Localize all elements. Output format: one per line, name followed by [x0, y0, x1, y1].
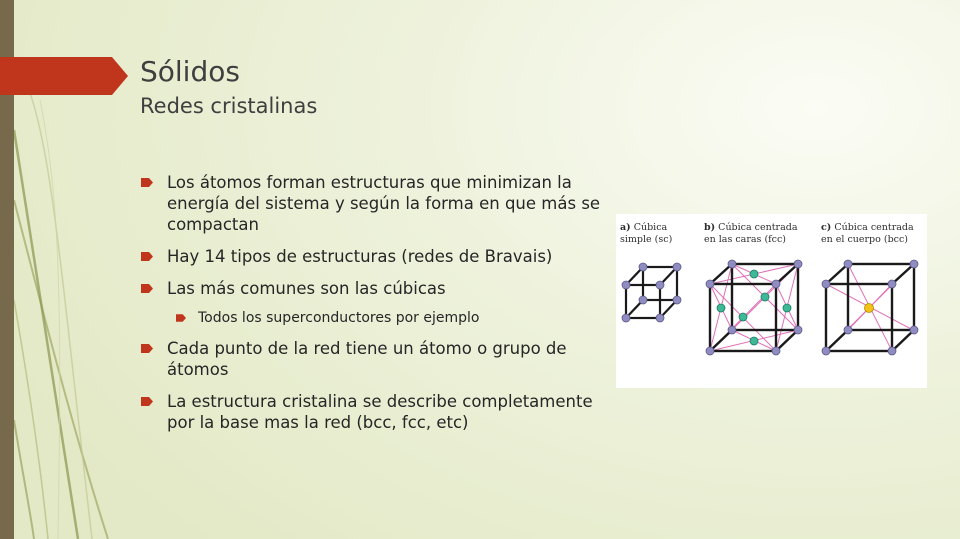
bullet-text: Cada punto de la red tiene un átomo o grupo de átomos [167, 339, 567, 379]
bullet-list [140, 172, 610, 444]
sub-bullet-item [140, 308, 610, 328]
label-text: Cúbica centrada en el cuerpo (bcc) [821, 222, 914, 245]
bullet-text: Las más comunes son las cúbicas [167, 279, 446, 298]
label-text: Cúbica simple (sc) [620, 222, 673, 245]
label-text: Cúbica centrada en las caras (fcc) [704, 222, 798, 245]
bullet-item [140, 338, 610, 380]
label-letter: c) [821, 222, 832, 233]
bullet-item [140, 246, 610, 267]
bullet-text: Hay 14 tipos de estructuras (redes de Bravais) [167, 247, 553, 266]
slide-subtitle: Redes cristalinas [140, 94, 318, 118]
bullet-text: La estructura cristalina se describe completamente por la base mas la red (bcc, fcc, etc) [167, 392, 593, 432]
bcc-cube [822, 260, 918, 355]
fcc-cube [706, 260, 802, 355]
arrow-bullet-icon [176, 314, 186, 322]
arrow-bullet-icon [141, 284, 153, 293]
bullet-text: Los átomos forman estructuras que minimizan la energía del sistema y según la forma en que más se compactan [167, 173, 601, 234]
arrow-bullet-icon [141, 397, 153, 406]
slide-title: Sólidos [140, 55, 240, 88]
bullet-item [140, 278, 610, 299]
crystal-lattice-figure [616, 214, 927, 388]
bullet-item [140, 172, 610, 235]
bullet-text: Todos los superconductores por ejemplo [198, 310, 480, 326]
arrow-bullet-icon [141, 344, 153, 353]
label-letter: a) [620, 222, 631, 233]
title-arrow-shape [0, 57, 128, 95]
sc-cube [622, 263, 681, 322]
cube-diagrams [616, 214, 927, 388]
bullet-item [140, 391, 610, 433]
arrow-bullet-icon [141, 252, 153, 261]
label-letter: b) [704, 222, 716, 233]
arrow-bullet-icon [141, 178, 153, 187]
